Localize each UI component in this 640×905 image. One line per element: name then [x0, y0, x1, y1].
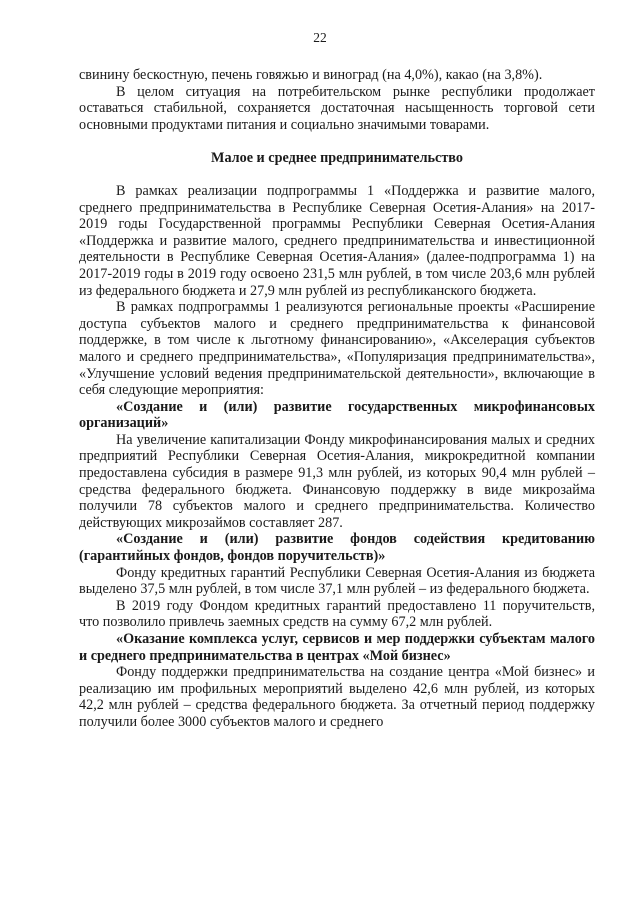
paragraph: Фонду кредитных гарантий Республики Северная Осетия-Алания из бюджета выделено 37,5 млн рублей, в том числе 37,1 млн рублей – из федерального бюджета.: [79, 564, 595, 598]
paragraph: В целом ситуация на потребительском рынке республики продолжает оставаться стабильной, сохраняется достаточная насыщенность торговой сети основными продуктами питания и социально значимыми товарами.: [79, 83, 595, 133]
subheading: «Создание и (или) развитие государственных микрофинансовых организаций»: [79, 398, 595, 432]
section-heading: Малое и среднее предпринимательство: [211, 150, 463, 167]
document-body: [79, 67, 595, 731]
paragraph: В 2019 году Фондом кредитных гарантий предоставлено 11 поручительств, что позволило привлечь заемных средств на сумму 67,2 млн рублей.: [79, 597, 595, 631]
page-number: 22: [313, 30, 327, 45]
paragraph: В рамках подпрограммы 1 реализуются региональные проекты «Расширение доступа субъектов малого и среднего предпринимательства к финансовой поддержке, в том числе к льготному финансированию», «Акселерация субъектов малого и среднего предпринимательства», «Популяризация предпринимательства», «Улучшение условий ведения предпринимательской деятельности», включающие в себя следующие мероприятия:: [79, 299, 595, 399]
subheading: «Создание и (или) развитие фондов содействия кредитованию (гарантийных фондов, фондов поручительств)»: [79, 531, 595, 565]
paragraph: Фонду поддержки предпринимательства на создание центра «Мой бизнес» и реализацию им профильных мероприятий выделено 42,6 млн рублей, из которых 42,2 млн рублей – средства федерального бюджета. За отчетный период поддержку получили более 3000 субъектов малого и среднего: [79, 664, 595, 730]
paragraph: На увеличение капитализации Фонду микрофинансирования малых и средних предприятий Республики Северная Осетия-Алания, микрокредитной компании предоставлена субсидия в размере 91,3 млн рублей, из которых 90,4 млн рублей – средства федерального бюджета. Финансовую поддержку в виде микрозайма получили 78 субъектов малого и среднего предпринимательства. Количество действующих микрозаймов составляет 287.: [79, 431, 595, 531]
paragraph: свинину бескостную, печень говяжью и виноград (на 4,0%), какао (на 3,8%).: [79, 67, 543, 83]
subheading: «Оказание комплекса услуг, сервисов и мер поддержки субъектам малого и среднего предпринимательства в центрах «Мой бизнес»: [79, 631, 595, 664]
paragraph: В рамках реализации подпрограммы 1 «Поддержка и развитие малого, среднего предпринимательства в Республике Северная Осетия-Алания» на 2017-2019 годы Государственной программы Республики Северная Осетия-Алания «Поддержка и развитие малого, среднего предпринимательства и инвестиционной деятельности в Республике Северная Осетия-Алания» (далее-подпрограмма 1) на 2017-2019 годы в 2019 году освоено 231,5 млн рублей, в том числе 203,6 млн рублей из федерального бюджета и 27,9 млн рублей из республиканского бюджета.: [79, 182, 595, 299]
